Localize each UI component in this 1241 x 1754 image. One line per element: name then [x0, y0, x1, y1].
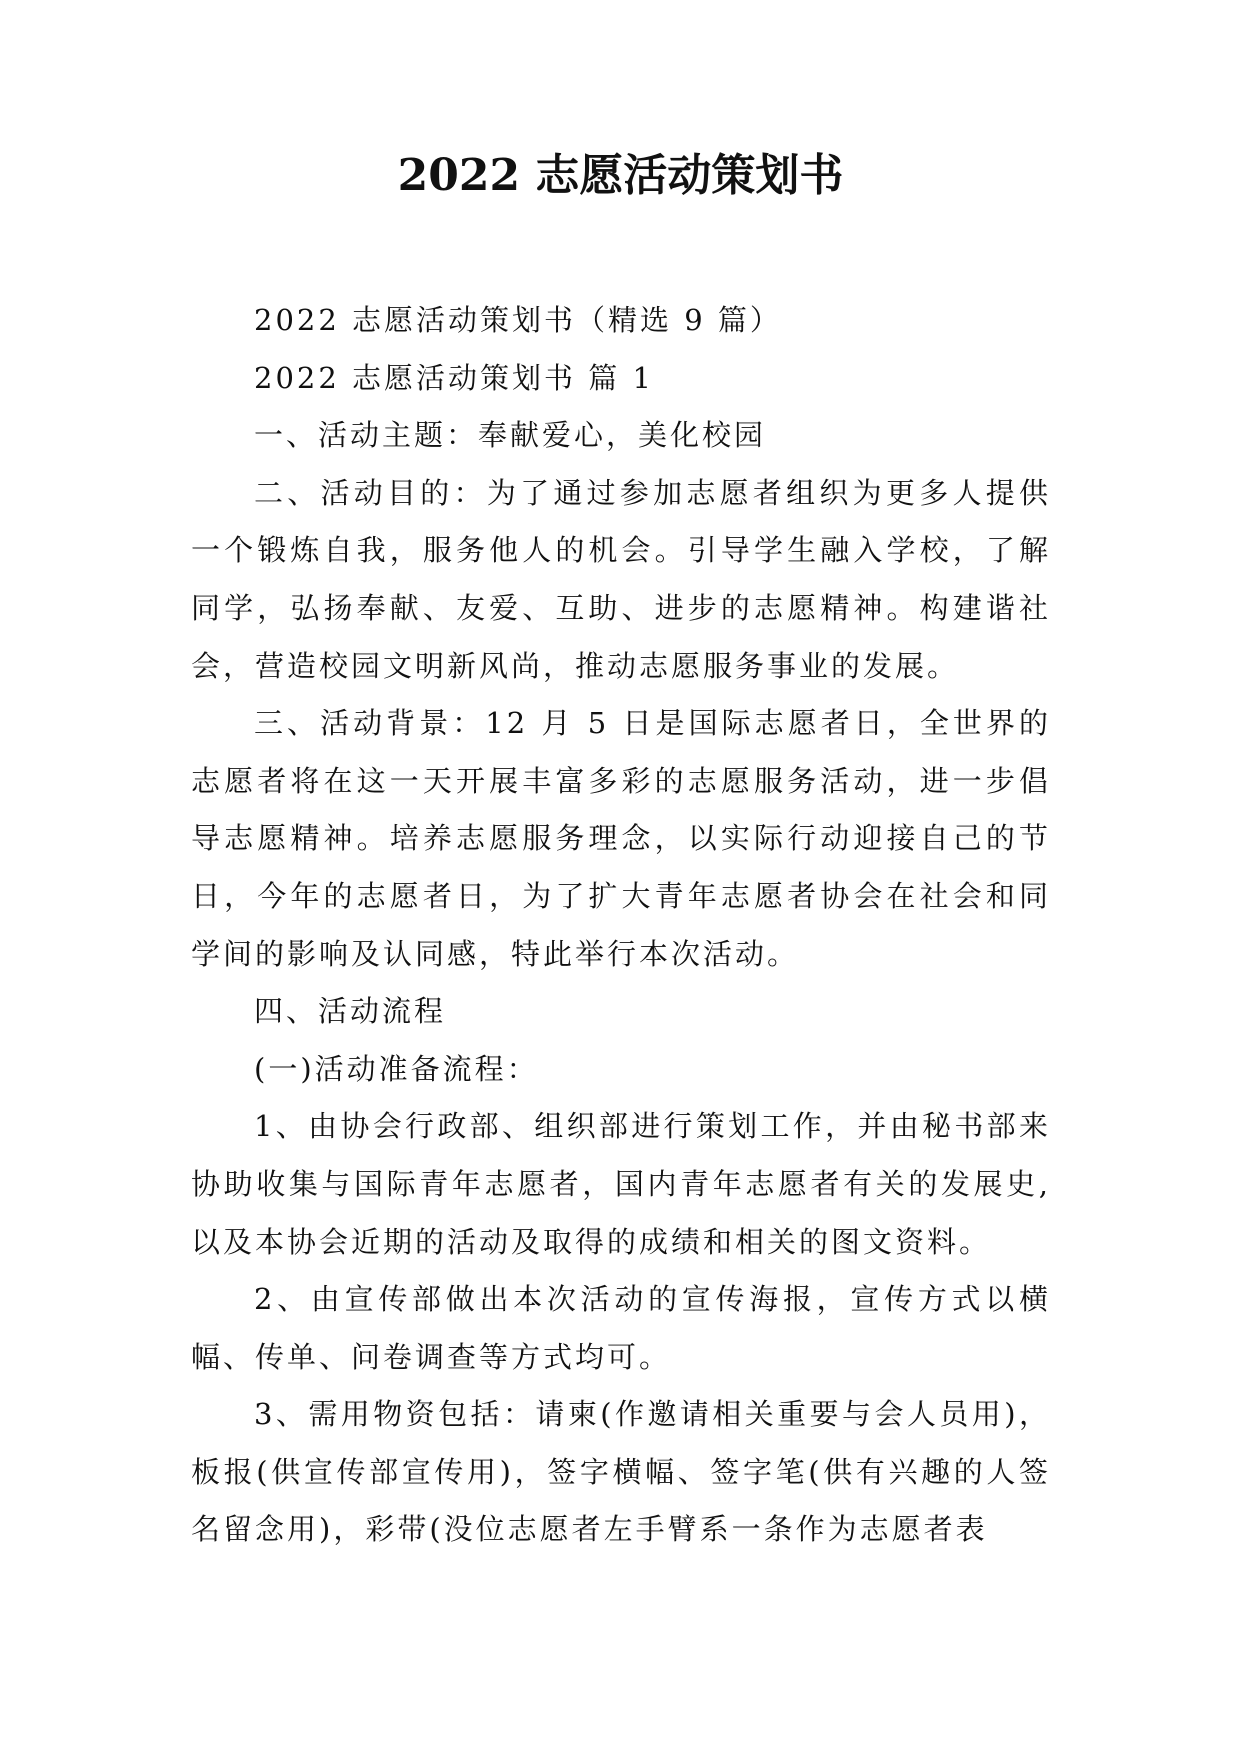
- paragraph: 2、由宣传部做出本次活动的宣传海报，宣传方式以横幅、传单、问卷调查等方式均可。: [191, 1282, 1051, 1374]
- paragraph: 3、需用物资包括：请柬(作邀请相关重要与会人员用)，板报(供宣传部宣传用)，签字横幅、签字笔(供有兴趣的人签名留念用)，彩带(没位志愿者左手臂系一条作为志愿者表: [191, 1397, 1051, 1547]
- paragraph: 2022 志愿活动策划书 篇 1: [254, 360, 654, 395]
- document-title: 2022 志愿活动策划书: [397, 150, 844, 201]
- paragraph: (一)活动准备流程：: [254, 1051, 539, 1086]
- paragraph: 2022 志愿活动策划书（精选 9 篇）: [254, 303, 782, 337]
- paragraph: 1、由协会行政部、组织部进行策划工作，并由秘书部来协助收集与国际青年志愿者，国内青年志愿者有关的发展史,以及本协会近期的活动及取得的成绩和相关的图文资料。: [191, 1109, 1051, 1259]
- paragraph: 二、活动目的：为了通过参加志愿者组织为更多人提供一个锻炼自我，服务他人的机会。引导学生融入学校，了解同学，弘扬奉献、友爱、互助、进步的志愿精神。构建谐社会，营造校园文明新风尚，推动志愿服务事业的发展。: [191, 475, 1051, 683]
- paragraph: 四、活动流程: [254, 994, 447, 1029]
- document-body: [191, 292, 1051, 1559]
- paragraph: 一、活动主题：奉献爱心，美化校园: [254, 418, 767, 453]
- paragraph: 三、活动背景：12 月 5 日是国际志愿者日，全世界的志愿者将在这一天开展丰富多彩的志愿服务活动，进一步倡导志愿精神。培养志愿服务理念，以实际行动迎接自己的节日，今年的志愿者日，为了扩大青年志愿者协会在社会和同学间的影响及认同感，特此举行本次活动。: [191, 706, 1051, 971]
